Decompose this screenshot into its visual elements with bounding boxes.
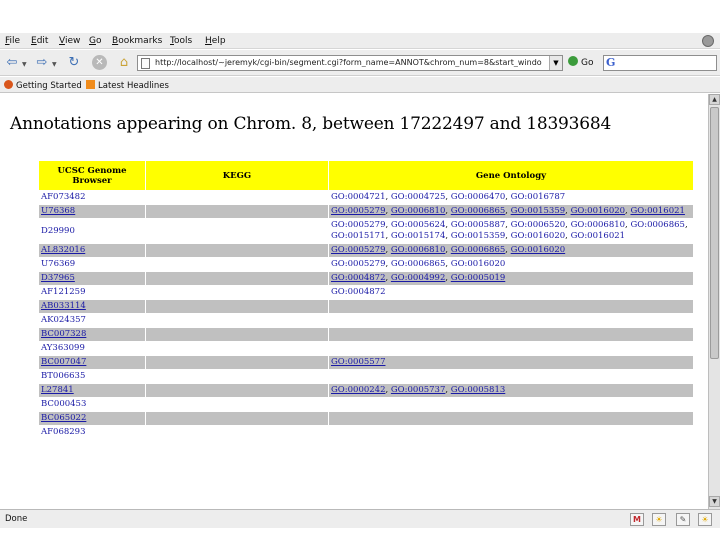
table-row (39, 244, 693, 257)
gene-ontology-cell (329, 370, 693, 383)
gene-ontology-cell: GO:0004872, GO:0004992, GO:0005019 (329, 272, 693, 285)
go-term-link[interactable]: GO:0005737 (390, 385, 446, 395)
accession-cell (39, 370, 145, 383)
activity-throbber-icon (702, 35, 714, 47)
home-icon[interactable]: ⌂ (119, 55, 129, 70)
page-title: Annotations appearing on Chrom. 8, between 17222497 and 18393684 (10, 114, 612, 134)
go-term-link[interactable]: GO:0006865 (450, 206, 506, 216)
go-term-link[interactable]: GO:0015171 (331, 231, 386, 241)
go-term-link[interactable]: GO:0015359 (450, 231, 506, 241)
go-term-link[interactable]: GO:0005887 (450, 220, 506, 230)
go-term-link[interactable]: GO:0004721 (331, 192, 386, 202)
column-header-gene-ontology: Gene Ontology (329, 161, 693, 190)
go-term-link[interactable]: GO:0005019 (450, 273, 506, 283)
menu-bookmarks[interactable]: Bookmarks (112, 36, 163, 46)
gene-ontology-cell (329, 328, 693, 341)
table-row (39, 356, 693, 369)
go-term-link[interactable]: GO:0016020 (570, 206, 626, 216)
table-row (39, 300, 693, 313)
go-term-link[interactable]: GO:0016021 (630, 206, 685, 216)
gene-ontology-cell: GO:0005279, GO:0006810, GO:0006865, GO:0015359, GO:0016020, GO:0016021 (329, 205, 693, 218)
accession-link[interactable]: BC000453 (41, 399, 87, 409)
menu-tools[interactable]: Tools (170, 36, 193, 46)
gene-ontology-cell: GO:0004721, GO:0004725, GO:0006470, GO:0016787 (329, 191, 693, 204)
menu-file[interactable]: File (5, 36, 21, 46)
table-row (39, 286, 693, 299)
reload-icon[interactable]: ↻ (68, 55, 80, 70)
go-term-link[interactable]: GO:0004992 (390, 273, 446, 283)
go-term-link[interactable]: GO:0006470 (450, 192, 506, 202)
page-icon (141, 58, 150, 69)
scroll-down-arrow-icon[interactable]: ▼ (709, 496, 720, 507)
table-row (39, 370, 693, 383)
accession-link[interactable]: BC007328 (41, 329, 87, 339)
table-row (39, 314, 693, 327)
gene-ontology-cell (329, 412, 693, 425)
table-row (39, 205, 693, 218)
accession-link[interactable]: AF073482 (41, 192, 86, 202)
accession-link[interactable]: AB033114 (41, 301, 86, 311)
status-text: Done (5, 514, 28, 524)
accession-cell (39, 412, 145, 425)
column-header-ucsc: UCSC Genome Browser (39, 161, 145, 190)
accession-link[interactable]: U76369 (41, 259, 76, 269)
go-term-link[interactable]: GO:0005279 (331, 259, 386, 269)
kegg-cell (146, 191, 328, 204)
scroll-up-arrow-icon[interactable]: ▲ (709, 94, 720, 105)
go-term-link[interactable]: GO:0016020 (510, 231, 566, 241)
scrollbar-thumb[interactable] (710, 107, 719, 359)
accession-cell (39, 384, 145, 397)
gene-ontology-cell (329, 398, 693, 411)
menu-help[interactable]: Help (205, 36, 226, 46)
stop-icon[interactable]: ✕ (92, 55, 107, 70)
accession-link[interactable]: AY363099 (41, 343, 85, 353)
menu-edit[interactable]: Edit (31, 36, 49, 46)
go-term-link[interactable]: GO:0006520 (510, 220, 566, 230)
kegg-cell (146, 205, 328, 218)
gene-ontology-cell (329, 426, 693, 439)
back-arrow-icon[interactable]: ⇦ (6, 55, 18, 70)
kegg-cell (146, 398, 328, 411)
kegg-cell (146, 219, 328, 243)
go-term-link[interactable]: GO:0005279 (331, 206, 386, 216)
address-bar-url[interactable]: http://localhost/~jeremyk/cgi-bin/segment.cgi?form_name=ANNOT&chrom_num=8&start_windo (155, 58, 542, 67)
go-term-link[interactable]: GO:0006810 (390, 245, 446, 255)
gene-ontology-cell (329, 286, 693, 299)
go-arrow-icon (568, 56, 578, 66)
gene-ontology-cell (329, 342, 693, 355)
page-content (0, 94, 708, 509)
go-term-link[interactable]: GO:0004872 (331, 287, 386, 297)
kegg-cell (146, 272, 328, 285)
gene-ontology-cell: GO:0005279, GO:0006810, GO:0006865, GO:0016020 (329, 244, 693, 257)
menu-bar (0, 33, 720, 49)
go-term-link[interactable]: GO:0015359 (510, 206, 566, 216)
accession-link[interactable]: BC065022 (41, 413, 87, 423)
accession-cell (39, 426, 145, 439)
kegg-cell (146, 300, 328, 313)
forward-arrow-icon[interactable]: ⇨ (36, 55, 48, 70)
kegg-cell (146, 244, 328, 257)
weather-sun-icon[interactable]: ☀ (652, 513, 666, 526)
gene-ontology-cell: GO:0000242, GO:0005737, GO:0005813 (329, 384, 693, 397)
gene-ontology-cell: GO:0005279, GO:0006865, GO:0016020 (329, 258, 693, 271)
accession-cell (39, 328, 145, 341)
go-term-link[interactable]: GO:0015174 (390, 231, 446, 241)
table-row (39, 384, 693, 397)
table-row (39, 219, 693, 243)
go-term-link[interactable]: GO:0006810 (390, 206, 446, 216)
accession-cell (39, 219, 145, 243)
accession-cell (39, 356, 145, 369)
address-bar[interactable] (137, 55, 563, 71)
go-term-link[interactable]: GO:0006865 (390, 259, 446, 269)
navigation-toolbar (0, 50, 720, 76)
go-term-link[interactable]: GO:0016020 (450, 259, 506, 269)
accession-cell (39, 286, 145, 299)
table-row (39, 191, 693, 204)
accession-link[interactable]: D29990 (41, 225, 75, 236)
accession-link[interactable]: U76368 (41, 206, 76, 216)
forward-history-dropdown-icon[interactable]: ▼ (52, 61, 57, 68)
menu-view[interactable]: View (59, 36, 81, 46)
bookmark-latest-headlines[interactable]: Latest Headlines (86, 80, 169, 91)
edit-pen-icon[interactable]: ✎ (676, 513, 690, 526)
rss-feed-icon (86, 80, 95, 89)
go-term-link[interactable]: GO:0006810 (570, 220, 626, 230)
accession-link[interactable]: AF068293 (41, 427, 86, 437)
vertical-scrollbar[interactable] (708, 94, 720, 509)
google-search-engine-icon[interactable]: G (606, 56, 616, 69)
go-button[interactable]: Go (568, 56, 593, 70)
annotations-table (38, 160, 694, 440)
go-term-link[interactable]: GO:0000242 (331, 385, 386, 395)
accession-link[interactable]: BC007047 (41, 357, 87, 367)
firefox-icon (4, 80, 13, 89)
gene-ontology-cell (329, 300, 693, 313)
go-term-link[interactable]: GO:0004725 (390, 192, 446, 202)
go-term-link[interactable]: GO:0016787 (510, 192, 566, 202)
go-term-link[interactable]: GO:0016021 (570, 231, 626, 241)
gmail-icon[interactable]: M (630, 513, 644, 526)
accession-link[interactable]: D37965 (41, 273, 75, 283)
table-row (39, 342, 693, 355)
address-history-dropdown-icon[interactable]: ▼ (549, 56, 562, 70)
accession-cell (39, 300, 145, 313)
menu-go[interactable]: Go (89, 36, 102, 46)
go-term-link[interactable]: GO:0006865 (450, 245, 506, 255)
weather-sun-icon[interactable]: ☀ (698, 513, 712, 526)
gene-ontology-cell (329, 356, 693, 369)
kegg-cell (146, 370, 328, 383)
gene-ontology-cell: GO:0005279, GO:0005624, GO:0005887, GO:0006520, GO:0006810, GO:0006865, GO:0015171, GO:0015174, GO:0015359, GO:0016020, GO:0016021 (329, 219, 693, 243)
accession-cell (39, 398, 145, 411)
table-row (39, 412, 693, 425)
go-term-link[interactable]: GO:0005279 (331, 220, 386, 230)
go-term-link[interactable]: GO:0005279 (331, 245, 386, 255)
table-row (39, 426, 693, 439)
kegg-cell (146, 328, 328, 341)
go-term-link[interactable]: GO:0006865 (630, 220, 685, 230)
bookmarks-toolbar (0, 77, 720, 93)
kegg-cell (146, 356, 328, 369)
kegg-cell (146, 286, 328, 299)
kegg-cell (146, 412, 328, 425)
table-row (39, 272, 693, 285)
go-term-link[interactable]: GO:0005577 (331, 357, 386, 367)
kegg-cell (146, 342, 328, 355)
accession-cell (39, 272, 145, 285)
accession-link[interactable]: AK024357 (41, 315, 86, 325)
accession-cell (39, 244, 145, 257)
kegg-cell (146, 384, 328, 397)
accession-link[interactable]: AL832016 (41, 245, 86, 255)
annotations-table-body (39, 191, 693, 439)
accession-link[interactable]: BT006635 (41, 371, 86, 381)
kegg-cell (146, 426, 328, 439)
table-row (39, 258, 693, 271)
go-term-link[interactable]: GO:0005624 (390, 220, 446, 230)
accession-cell (39, 205, 145, 218)
column-header-kegg: KEGG (146, 161, 328, 190)
gene-ontology-cell (329, 314, 693, 327)
bookmark-getting-started[interactable]: Getting Started (4, 80, 82, 91)
search-box[interactable] (603, 55, 717, 71)
kegg-cell (146, 314, 328, 327)
accession-cell (39, 314, 145, 327)
accession-cell (39, 191, 145, 204)
table-row (39, 328, 693, 341)
go-term-link[interactable]: GO:0004872 (331, 273, 386, 283)
back-history-dropdown-icon[interactable]: ▼ (22, 61, 27, 68)
table-header-row (39, 161, 693, 190)
accession-link[interactable]: AF121259 (41, 287, 86, 297)
go-term-link[interactable]: GO:0016020 (510, 245, 566, 255)
status-bar (0, 509, 720, 528)
go-term-link[interactable]: GO:0005813 (450, 385, 506, 395)
table-row (39, 398, 693, 411)
accession-cell (39, 258, 145, 271)
kegg-cell (146, 258, 328, 271)
accession-cell (39, 342, 145, 355)
accession-link[interactable]: L27841 (41, 385, 74, 395)
